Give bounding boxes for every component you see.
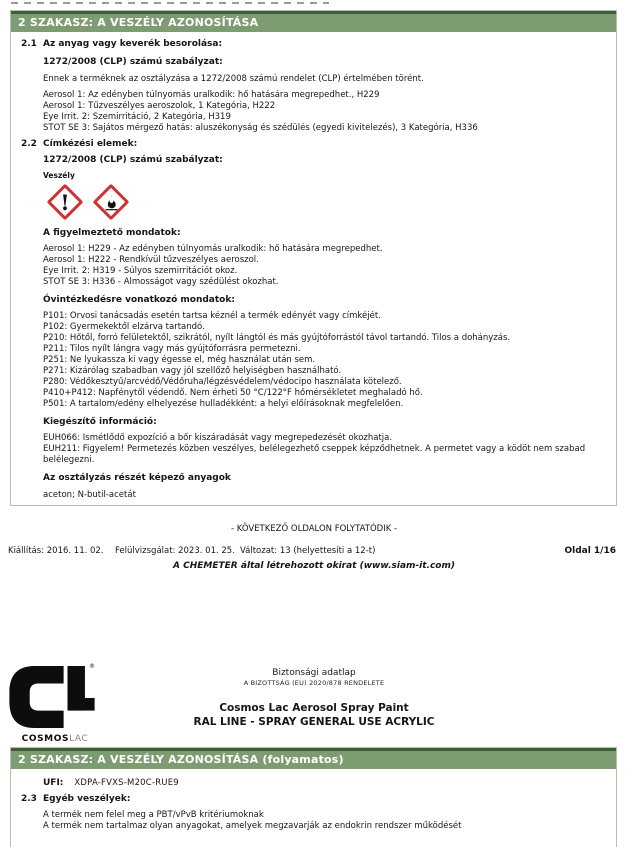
classification-line: STOT SE 3: Sajátos mérgező hatás: aluszékonyság és szédülés (egyedi kivitelezés), 3 Kategória, H336 xyxy=(43,123,478,133)
ufi-row xyxy=(43,778,616,788)
subsection-title: Az anyag vagy keverék besorolása: xyxy=(43,39,223,49)
continued-next-page-note: - KÖVETKEZŐ OLDALON FOLYTATÓDIK - xyxy=(230,524,398,534)
classification-line: Aerosol 1: Az edényben túlnyomás uralkodik: hő hatására megrepedhet., H229 xyxy=(43,90,380,100)
section2-header-bar: 2 SZAKASZ: A VESZÉLY AZONOSÍTÁSA xyxy=(11,11,616,32)
precautionary-statement-line: P410+P412: Napfénytől védendő. Nem érheti 50 °C/122°F hőmérsékletet meghaladó hő. xyxy=(43,388,423,398)
clp-regulation-heading: 1272/2008 (CLP) számú szabályzat: xyxy=(43,155,223,165)
page-top-dashed-line xyxy=(11,2,329,4)
subsection-title: Címkézési elemek: xyxy=(43,139,138,149)
page-footer xyxy=(8,546,616,558)
hazard-statement-line: Aerosol 1: H222 - Rendkívül tűzveszélyes aeroszol. xyxy=(43,255,259,265)
classified-substances-heading: Az osztályzás részét képező anyagok xyxy=(43,473,231,483)
subsection-number: 2.3 xyxy=(21,794,37,804)
precautionary-statement-line: P251: Ne lyukassza ki vagy égesse el, még használat után sem. xyxy=(43,355,316,365)
page-number: Oldal 1/16 xyxy=(564,546,616,556)
precautionary-statement-line: P211: Tilos nyílt lángra vagy más gyújtóforrásra permetezni. xyxy=(43,344,301,354)
hazard-statement-line: Eye Irrit. 2: H319 - Súlyos szemirritációt okoz. xyxy=(43,266,238,276)
precautionary-statement-line: P501: A tartalom/edény elhelyezése hulladékként: a helyi előírásoknak megfelelően. xyxy=(43,399,404,409)
section2-box xyxy=(10,10,617,506)
hazard-statement-line: Aerosol 1: H229 - Az edényben túlnyomás uralkodik: hő hatására megrepedhet. xyxy=(43,244,383,254)
precautionary-statement-line: P280: Védőkesztyű/arcvédő/Védőruha/légzésvédelem/védocipo használata kötelező. xyxy=(43,377,402,387)
revision-date: Felülvizsgálat: 2023. 01. 25. xyxy=(115,546,235,556)
cosmoslac-logo xyxy=(9,663,101,744)
hazard-statements-list xyxy=(43,244,616,288)
other-hazard-line: A termék nem felel meg a PBT/vPvB kritériumoknak xyxy=(43,810,264,820)
issue-date: Kiállítás: 2016. 11. 02. xyxy=(8,546,104,556)
ghs02-flame-icon xyxy=(92,183,130,221)
ufi-label: UFI: xyxy=(43,778,64,788)
flame-glyph xyxy=(102,193,121,212)
cosmoslac-logo-icon xyxy=(9,666,95,728)
wordmark-light: LAC xyxy=(69,734,89,744)
ghs07-exclamation-icon xyxy=(46,183,84,221)
clp-regulation-heading: 1272/2008 (CLP) számú szabályzat: xyxy=(43,57,223,67)
precautionary-statement-line: P102: Gyermekektől elzárva tartandó. xyxy=(43,322,205,332)
section2-continued-header-bar: 2 SZAKASZ: A VESZÉLY AZONOSÍTÁSA (folyamatos) xyxy=(11,748,616,769)
wordmark-bold: COSMOS xyxy=(21,734,70,744)
precautionary-statement-line: P101: Orvosi tanácsadás esetén tartsa kéznél a termék edényét vagy címkéjét. xyxy=(43,311,381,321)
precautionary-statement-line: P271: Kizárólag szabadban vagy jól szellőző helyiségben használható. xyxy=(43,366,342,376)
subsection-title: Egyéb veszélyek: xyxy=(43,794,131,804)
classified-substances-value: aceton; N-butil-acetát xyxy=(43,490,136,500)
subsection-2-1-heading xyxy=(21,39,616,50)
precautionary-statements-list xyxy=(43,311,616,410)
subsection-2-2-heading xyxy=(21,139,616,150)
classification-list xyxy=(43,90,616,134)
product-name: Cosmos Lac Aerosol Spray Paint xyxy=(219,702,409,714)
hazard-statements-heading: A figyelmeztető mondatok: xyxy=(43,228,181,238)
exclamation-glyph: ! xyxy=(60,189,70,215)
subsection-number: 2.1 xyxy=(21,39,37,49)
classification-intro: Ennek a terméknek az osztályzása a 1272/2008 számú rendelet (CLP) értelmében törént. xyxy=(43,74,424,84)
version-info: Változat: 13 (helyettesíti a 12-t) xyxy=(240,546,376,556)
generator-credit: A CHEMETER által létrehozott okirat (www.siam-it.com) xyxy=(173,561,455,571)
classification-line: Aerosol 1: Tűzveszélyes aeroszolok, 1 Kategória, H222 xyxy=(43,101,276,111)
signal-word: Veszély xyxy=(43,171,75,180)
classification-line: Eye Irrit. 2: Szemirritáció, 2 Kategória, H319 xyxy=(43,112,231,122)
registered-trademark-icon: ® xyxy=(89,663,95,670)
subsection-2-3-heading xyxy=(21,794,616,805)
other-hazard-line: A termék nem tartalmaz olyan anyagokat, amelyek megzavarják az endokrin rendszer működését xyxy=(43,821,462,831)
supplementary-info-list xyxy=(43,433,602,466)
product-subtitle: RAL LINE - SPRAY GENERAL USE ACRYLIC xyxy=(193,716,435,728)
document-type: Biztonsági adatlap xyxy=(272,668,356,678)
supplementary-info-heading: Kiegészítő információ: xyxy=(43,417,157,427)
precautionary-statement-line: P210: Hőtől, forró felületektől, szikrától, nyílt lángtól és más gyújtóforrástól távol tartandó. Tilos a dohányzás. xyxy=(43,333,511,343)
document-title-block xyxy=(110,668,518,729)
subsection-number: 2.2 xyxy=(21,139,37,149)
precautionary-statements-heading: Óvintézkedésre vonatkozó mondatok: xyxy=(43,295,235,305)
section2-continued-box xyxy=(10,747,617,847)
ghs-pictogram-row xyxy=(46,183,616,221)
cosmoslac-wordmark xyxy=(9,734,101,744)
hazard-statement-line: STOT SE 3: H336 - Almosságot vagy szédülést okozhat. xyxy=(43,277,279,287)
regulation-reference: A BIZOTTSÁG (EU) 2020/878 RENDELETE xyxy=(243,679,385,687)
supplementary-info-line: EUH066: Ismétlődő expozíció a bőr kiszáradását vagy megrepedezését okozhatja. xyxy=(43,433,393,443)
other-hazards-list xyxy=(43,810,616,832)
ufi-code: XDPA-FVXS-M20C-RUE9 xyxy=(74,778,179,788)
supplementary-info-line: EUH211: Figyelem! Permetezés közben veszélyes, belélegezhető cseppek képződhetnek. A permetet vagy a ködöt nem szabad belélegezni. xyxy=(43,444,586,465)
